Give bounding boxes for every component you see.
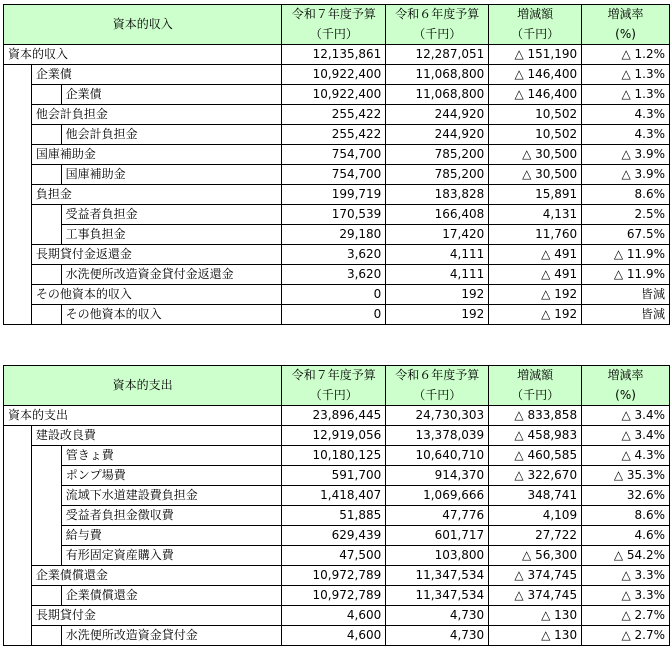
col-header-diff: 増減額 <box>489 366 582 386</box>
indent-cell <box>4 506 32 526</box>
table-row <box>4 85 670 105</box>
indent-cell <box>31 85 61 105</box>
table-row <box>4 526 670 546</box>
cell-diff: 27,722 <box>489 526 582 546</box>
cell-r6: 4,730 <box>386 606 489 626</box>
cell-rate: △ 3.9% <box>582 165 670 185</box>
cell-r6: 10,640,710 <box>386 446 489 466</box>
cell-rate: 67.5% <box>582 225 670 245</box>
cell-rate: 2.5% <box>582 205 670 225</box>
row-label: 流域下水道建設費負担金 <box>61 486 282 506</box>
table-row <box>4 466 670 486</box>
cell-r7: 4,600 <box>282 606 386 626</box>
cell-diff: △ 130 <box>489 606 582 626</box>
cell-r6: 11,347,534 <box>386 566 489 586</box>
row-label: 企業債償還金 <box>31 566 281 586</box>
row-label: 管きょ費 <box>61 446 282 466</box>
cell-r7: 29,180 <box>282 225 386 245</box>
indent-cell <box>4 526 32 546</box>
cell-r7: 23,896,445 <box>282 406 386 426</box>
table-row <box>4 225 670 245</box>
cell-r7: 0 <box>282 285 386 305</box>
cell-r7: 4,600 <box>282 626 386 646</box>
col-unit-diff: （千円） <box>489 25 582 45</box>
row-label: 国庫補助金 <box>61 165 282 185</box>
table-row <box>4 626 670 646</box>
table-row <box>4 546 670 566</box>
cell-diff: △ 30,500 <box>489 145 582 165</box>
indent-cell <box>4 285 32 305</box>
indent-cell <box>4 546 32 566</box>
cell-r7: 10,922,400 <box>282 65 386 85</box>
table-row <box>4 606 670 626</box>
col-header-r6: 令和６年度予算 <box>386 366 489 386</box>
indent-cell <box>31 506 61 526</box>
cell-r6: 192 <box>386 305 489 325</box>
cell-r7: 51,885 <box>282 506 386 526</box>
cell-diff: △ 374,745 <box>489 566 582 586</box>
cell-r7: 199,719 <box>282 185 386 205</box>
cell-diff: 10,502 <box>489 105 582 125</box>
cell-r6: 13,378,039 <box>386 426 489 446</box>
col-unit-r6: （千円） <box>386 25 489 45</box>
row-label: 他会計負担金 <box>31 105 282 125</box>
cell-r7: 754,700 <box>282 165 386 185</box>
cell-r6: 4,111 <box>386 245 489 265</box>
indent-cell <box>31 586 61 606</box>
indent-cell <box>4 245 32 265</box>
cell-rate: △ 3.4% <box>582 406 670 426</box>
cell-rate: 4.3% <box>582 125 670 145</box>
cell-diff: △ 192 <box>489 285 582 305</box>
cell-rate: 8.6% <box>582 506 670 526</box>
row-label: 企業債償還金 <box>61 586 282 606</box>
cell-rate: △ 3.4% <box>582 426 670 446</box>
cell-diff: 15,891 <box>489 185 582 205</box>
indent-cell <box>4 606 32 626</box>
table-row <box>4 406 670 426</box>
cell-r6: 166,408 <box>386 205 489 225</box>
indent-cell <box>31 305 61 325</box>
cell-diff: △ 322,670 <box>489 466 582 486</box>
cell-diff: 4,109 <box>489 506 582 526</box>
row-label: その他資本的収入 <box>31 285 282 305</box>
cell-rate: △ 35.3% <box>582 466 670 486</box>
indent-cell <box>4 145 32 165</box>
cell-r7: 629,439 <box>282 526 386 546</box>
col-header-r7: 令和７年度予算 <box>282 366 386 386</box>
indent-cell <box>4 85 32 105</box>
cell-r7: 12,135,861 <box>282 45 386 65</box>
cell-diff: △ 491 <box>489 245 582 265</box>
cell-rate: 4.3% <box>582 105 670 125</box>
cell-rate: 4.6% <box>582 526 670 546</box>
row-label: 水洗便所改造資金貸付金返還金 <box>61 265 282 285</box>
row-label: 資本的支出 <box>4 406 282 426</box>
table-row <box>4 566 670 586</box>
cell-r7: 10,972,789 <box>282 586 386 606</box>
row-label: 長期貸付金返還金 <box>31 245 282 265</box>
col-unit-r6: （千円） <box>386 386 489 406</box>
table-row <box>4 105 670 125</box>
indent-cell <box>4 265 32 285</box>
indent-cell <box>4 586 32 606</box>
cell-rate: △ 11.9% <box>582 245 670 265</box>
cell-diff: △ 458,983 <box>489 426 582 446</box>
indent-cell <box>4 486 32 506</box>
table-row <box>4 265 670 285</box>
cell-r6: 244,920 <box>386 105 489 125</box>
cell-diff: 4,131 <box>489 205 582 225</box>
row-label: 国庫補助金 <box>31 145 282 165</box>
col-unit-rate: (%) <box>582 25 670 45</box>
row-label: 長期貸付金 <box>31 606 281 626</box>
cell-diff: △ 460,585 <box>489 446 582 466</box>
table-title: 資本的支出 <box>4 366 282 406</box>
table-row <box>4 506 670 526</box>
cell-rate: △ 2.7% <box>582 606 670 626</box>
indent-cell <box>31 165 61 185</box>
indent-cell <box>4 626 32 646</box>
cell-r7: 47,500 <box>282 546 386 566</box>
cell-r6: 601,717 <box>386 526 489 546</box>
row-label: 他会計負担金 <box>61 125 282 145</box>
cell-r6: 914,370 <box>386 466 489 486</box>
row-label: 有形固定資産購入費 <box>61 546 282 566</box>
table-row <box>4 285 670 305</box>
cell-r7: 754,700 <box>282 145 386 165</box>
capital-income-table <box>3 4 670 325</box>
cell-r6: 47,776 <box>386 506 489 526</box>
cell-diff: △ 374,745 <box>489 586 582 606</box>
table-row <box>4 486 670 506</box>
indent-cell <box>4 466 32 486</box>
cell-r6: 183,828 <box>386 185 489 205</box>
indent-cell <box>4 566 32 586</box>
indent-cell <box>4 105 32 125</box>
cell-rate: △ 2.7% <box>582 626 670 646</box>
cell-diff: 10,502 <box>489 125 582 145</box>
cell-r7: 255,422 <box>282 105 386 125</box>
col-header-r6: 令和６年度予算 <box>386 5 489 25</box>
indent-cell <box>31 546 61 566</box>
cell-diff: △ 491 <box>489 265 582 285</box>
cell-diff: △ 146,400 <box>489 65 582 85</box>
table-row <box>4 65 670 85</box>
table-row <box>4 586 670 606</box>
cell-r6: 11,068,800 <box>386 65 489 85</box>
cell-r6: 192 <box>386 285 489 305</box>
indent-cell <box>31 125 61 145</box>
cell-r6: 785,200 <box>386 145 489 165</box>
row-label: 工事負担金 <box>61 225 282 245</box>
table-row <box>4 125 670 145</box>
indent-cell <box>31 466 61 486</box>
cell-rate: △ 4.3% <box>582 446 670 466</box>
indent-cell <box>4 185 32 205</box>
cell-rate: 皆減 <box>582 305 670 325</box>
col-header-rate: 増減率 <box>582 366 670 386</box>
row-label: 資本的収入 <box>4 45 282 65</box>
cell-r6: 4,111 <box>386 265 489 285</box>
cell-r6: 4,730 <box>386 626 489 646</box>
table-row <box>4 305 670 325</box>
indent-cell <box>4 305 32 325</box>
table-row <box>4 45 670 65</box>
col-unit-r7: （千円） <box>282 386 386 406</box>
table-row <box>4 165 670 185</box>
indent-cell <box>31 205 61 225</box>
indent-cell <box>4 65 32 85</box>
col-unit-rate: (%) <box>582 386 670 406</box>
indent-cell <box>4 165 32 185</box>
indent-cell <box>31 265 61 285</box>
cell-rate: △ 11.9% <box>582 265 670 285</box>
col-header-diff: 増減額 <box>489 5 582 25</box>
cell-r7: 0 <box>282 305 386 325</box>
cell-r7: 170,539 <box>282 205 386 225</box>
indent-cell <box>31 486 61 506</box>
cell-rate: △ 1.2% <box>582 45 670 65</box>
cell-diff: △ 151,190 <box>489 45 582 65</box>
table-row <box>4 205 670 225</box>
table-row <box>4 145 670 165</box>
cell-rate: 8.6% <box>582 185 670 205</box>
cell-rate: △ 1.3% <box>582 85 670 105</box>
indent-cell <box>31 526 61 546</box>
cell-r6: 11,068,800 <box>386 85 489 105</box>
cell-rate: △ 3.3% <box>582 586 670 606</box>
cell-diff: △ 30,500 <box>489 165 582 185</box>
cell-r7: 10,922,400 <box>282 85 386 105</box>
row-label: 受益者負担金 <box>61 205 282 225</box>
row-label: 給与費 <box>61 526 282 546</box>
col-unit-r7: （千円） <box>282 25 386 45</box>
cell-diff: 348,741 <box>489 486 582 506</box>
cell-r7: 10,972,789 <box>282 566 386 586</box>
table-row <box>4 185 670 205</box>
table-row <box>4 245 670 265</box>
cell-r6: 11,347,534 <box>386 586 489 606</box>
table-row <box>4 446 670 466</box>
cell-rate: △ 1.3% <box>582 65 670 85</box>
indent-cell <box>31 626 61 646</box>
cell-r6: 785,200 <box>386 165 489 185</box>
cell-diff: △ 192 <box>489 305 582 325</box>
cell-diff: △ 146,400 <box>489 85 582 105</box>
cell-r6: 103,800 <box>386 546 489 566</box>
row-label: ポンプ場費 <box>61 466 282 486</box>
row-label: 建設改良費 <box>31 426 281 446</box>
indent-cell <box>4 225 32 245</box>
indent-cell <box>4 446 32 466</box>
indent-cell <box>4 125 32 145</box>
col-header-rate: 増減率 <box>582 5 670 25</box>
indent-cell <box>4 426 32 446</box>
cell-r7: 3,620 <box>282 265 386 285</box>
row-label: 水洗便所改造資金貸付金 <box>61 626 282 646</box>
cell-r6: 12,287,051 <box>386 45 489 65</box>
cell-r7: 10,180,125 <box>282 446 386 466</box>
col-unit-diff: （千円） <box>489 386 582 406</box>
row-label: 受益者負担金徴収費 <box>61 506 282 526</box>
cell-diff: △ 833,858 <box>489 406 582 426</box>
cell-diff: △ 130 <box>489 626 582 646</box>
row-label: 負担金 <box>31 185 282 205</box>
cell-r6: 1,069,666 <box>386 486 489 506</box>
cell-r7: 3,620 <box>282 245 386 265</box>
indent-cell <box>31 446 61 466</box>
row-label: 企業債 <box>61 85 282 105</box>
cell-r6: 24,730,303 <box>386 406 489 426</box>
col-header-r7: 令和７年度予算 <box>282 5 386 25</box>
cell-r7: 1,418,407 <box>282 486 386 506</box>
indent-cell <box>31 225 61 245</box>
cell-rate: 皆減 <box>582 285 670 305</box>
cell-r6: 244,920 <box>386 125 489 145</box>
cell-r7: 591,700 <box>282 466 386 486</box>
cell-diff: △ 56,300 <box>489 546 582 566</box>
row-label: その他資本的収入 <box>61 305 282 325</box>
cell-r6: 17,420 <box>386 225 489 245</box>
cell-r7: 12,919,056 <box>282 426 386 446</box>
cell-rate: 32.6% <box>582 486 670 506</box>
capital-expenditure-table <box>3 365 670 646</box>
cell-r7: 255,422 <box>282 125 386 145</box>
table-title: 資本的収入 <box>4 5 282 45</box>
row-label: 企業債 <box>31 65 282 85</box>
table-row <box>4 426 670 446</box>
cell-rate: △ 3.9% <box>582 145 670 165</box>
cell-rate: △ 3.3% <box>582 566 670 586</box>
indent-cell <box>4 205 32 225</box>
cell-rate: △ 54.2% <box>582 546 670 566</box>
cell-diff: 11,760 <box>489 225 582 245</box>
